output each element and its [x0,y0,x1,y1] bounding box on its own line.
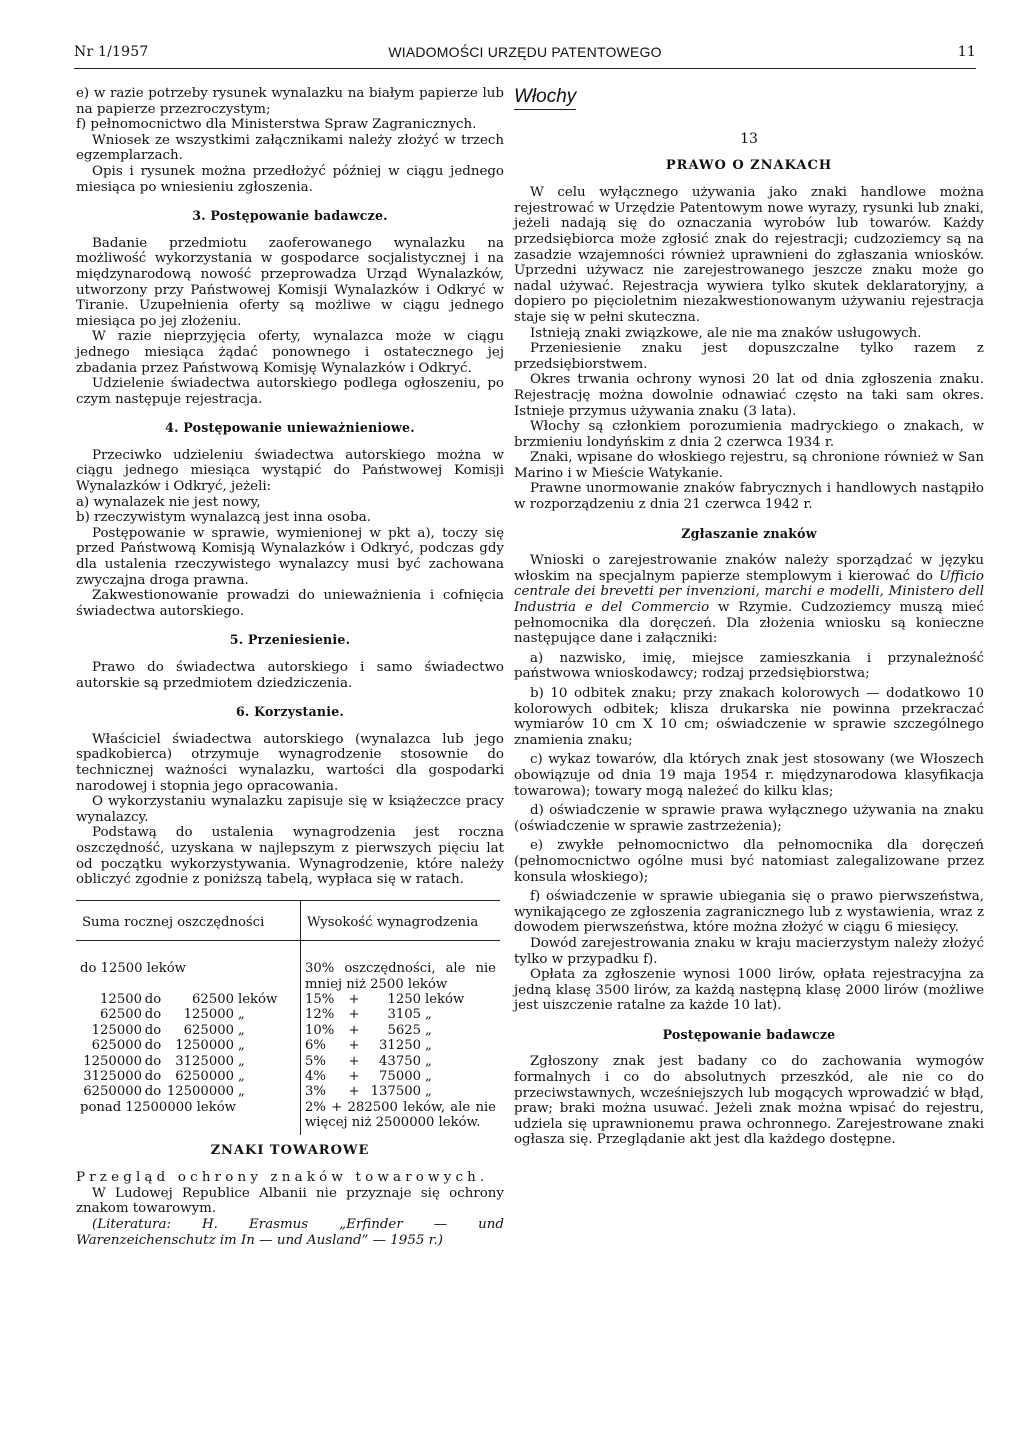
unit: „ [238,1068,245,1084]
section-heading: 6. Korzystanie. [235,704,345,720]
table-cell: ponad 12500000 leków [76,1100,301,1135]
range-to: 12500000 [166,1084,234,1100]
paragraph: Opis i rysunek można przedłożyć później w ciągu jednego miesiąca po wniesieniu zgłoszenia. [76,163,504,195]
remuneration-table [76,900,500,1135]
unit: „ [238,1053,245,1069]
paragraph: Opłata za zgłoszenie wynosi 1000 lirów, opłata rejestracyjna za jedną klasę 3500 lirów, za każdą następną klasę 2000 lirów (możliwe jest uiszczenie ratalne za każde 10 lat). [514,967,984,1014]
range-sep: do [144,1068,162,1084]
plus-sign: + [348,1007,360,1023]
range-to: 62500 [192,991,234,1007]
percent: 6% [305,1038,326,1054]
percent: 15% [305,991,335,1007]
range-sep: do [144,1007,162,1023]
list-item: a) nazwisko, imię, miejsce zamieszkania i przynależność państwowa wnioskodawcy; rodzaj przedsiębiorstwa; [514,650,984,682]
list-item: c) wykaz towarów, dla których znak jest stosowany (we Włoszech obowiązuje od dnia 19 maja 1954 r. międzynarodowa klasyfikacja towarowa); towary mogą należeć do kilku klas; [514,752,984,799]
range-sep: do [144,1084,162,1100]
list-item: b) rzeczywistym wynalazcą jest inna osoba. [76,510,371,526]
paragraph: Zakwestionowanie prowadzi do unieważnienia i cofnięcia świadectwa autorskiego. [76,588,504,619]
amount: 3105 [387,1007,421,1023]
section-heading: Zgłaszanie znaków [681,525,817,541]
paragraph: Badanie przedmiotu zaoferowanego wynalazku na możliwość wykorzystania w gospodarce socjalistycznej i na międzynarodową nowość przeprowadza Urząd Wynalazków, utworzony przy Państwowej Komisji Wynalazków i Odkryć w Tiranie. Uzupełnienia oferty są możliwe w ciągu jednego miesiąca po jej złożeniu. [76,235,504,329]
paragraph: Właściciel świadectwa autorskiego (wynalazca lub jego spadkobierca) otrzymuje wynagrodzenie stosownie do technicznej ważności wynalazku, wartości dla gospodarki narodowej i stopnia jego opracowania. [76,731,504,794]
range-to: 6250000 [175,1068,234,1084]
list-item: f) oświadczenie w sprawie ubiegania się o prawo pierwszeństwa, wynikającego ze zgłoszenia zagranicznego lub z wystawienia, wraz z dowodem pierwszeństwa, które można złożyć w ciągu 6 miesięcy. [514,889,984,936]
unit: „ [238,1038,245,1054]
paragraph [514,553,984,647]
table-row [76,1100,500,1135]
percent: 4% [305,1068,326,1084]
range-sep: do [144,1038,162,1054]
header-rule [74,68,976,69]
unit: „ [238,1084,245,1100]
section-heading: 5. Przeniesienie. [229,632,351,648]
paragraph: Znaki, wpisane do włoskiego rejestru, są chronione również w San Marino i w Mieście Watykanie. [514,450,984,481]
entry-number: 13 [740,131,758,147]
paragraph: f) pełnomocnictwo dla Ministerstwa Spraw Zagranicznych. [76,117,477,133]
unit: „ [425,1038,432,1054]
paragraph: Istnieją znaki związkowe, ale nie ma znaków usługowych. [530,325,922,341]
plus-sign: + [348,1038,360,1054]
section-title: ZNAKI TOWAROWE [210,1142,370,1158]
range-from: 6250000 [83,1084,142,1100]
amount: 1250 [387,991,421,1007]
range-to: 1250000 [175,1038,234,1054]
unit: „ [425,1053,432,1069]
paragraph: Udzielenie świadectwa autorskiego podlega ogłoszeniu, po czym następuje rejestracja. [76,376,504,407]
unit: leków [425,991,465,1007]
paragraph: W celu wyłącznego używania jako znaki handlowe można rejestrować w Urzędzie Patentowym nowe wyrazy, rysunki lub znaki, jeżeli nadają się do oznaczania wyrobów lub towarów. Każdy przedsiębiorca może zgłosić znak do rejestracji; cudzoziemcy są na zasadzie wzajemności również uprawnieni do zgłaszania wniosków. Uprzedni używacz nie zarejestrowanego jeszcze znaku może go nadal używać. Rejestracja wywiera tylko skutek deklaratoryjny, a dopiero po pięcioletnim niezakwestionowanym używaniu rejestracja staje się w pełni skuteczna. [514,185,984,325]
plus-sign: + [348,1068,360,1084]
table-row [76,992,500,1007]
literature-note: (Literatura: H. Erasmus „Erfinder — und Warenzeichenschutz im In — und Ausland” — 1955 r.) [76,1216,504,1248]
section-heading: Postępowanie badawcze [662,1026,836,1042]
page-number: 11 [957,44,976,60]
table-row [76,1069,500,1084]
unit: „ [425,1022,432,1038]
amount: 43750 [379,1053,421,1069]
range-from: 62500 [100,1007,142,1023]
text-run: w Rzymie. Cudzoziemcy muszą mieć pełnomocnika dla doręczeń. Dla złożenia wniosku są konieczne następujące dane i załączniki: [514,600,984,647]
subheading-spaced: Przegląd ochrony znaków towarowych. [76,1170,489,1186]
right-column [514,86,984,1148]
amount: 31250 [379,1038,421,1054]
table-cell: do 12500 leków [76,941,301,992]
issue-number: Nr 1/1957 [74,44,149,60]
table-row [76,1038,500,1053]
amount: 5625 [387,1022,421,1038]
percent: 3% [305,1084,326,1100]
paragraph: W Ludowej Republice Albanii nie przyznaje się ochrony znakom towarowym. [76,1185,504,1217]
paragraph: Dowód zarejestrowania znaku w kraju macierzystym należy złożyć tylko w przypadku f). [514,935,984,967]
table-header-remuneration: Wysokość wynagrodzenia [301,900,501,940]
list-item: d) oświadczenie w sprawie prawa wyłącznego używania na znaku (oświadczenie w sprawie zastrzeżenia); [514,803,984,834]
paragraph: Przeniesienie znaku jest dopuszczalne tylko razem z przedsiębiorstwem. [514,341,984,372]
paragraph: Zgłoszony znak jest badany co do zachowania wymogów formalnych i co do absolutnych przeszkód, ale nie co do przeciwstawnych, wcześniejszych lub mogących wprowadzić w błąd, praw; braki można usuwać. Jeżeli znak można wpisać do rejestru, udziela się uprawnionemu prawa ochronnego. Zarejestrowane znaki ogłasza się. Przeglądanie akt jest dla każdego dostępne. [514,1054,984,1148]
table-row [76,1054,500,1069]
section-heading: 4. Postępowanie unieważnieniowe. [165,420,415,436]
table-row [76,941,500,992]
list-item: b) 10 odbitek znaku; przy znakach kolorowych — dodatkowo 10 kolorowych odbitek; klisza drukarska nie powinna przekraczać wymiarów 10 cm X 10 cm; oświadczenie w sprawie szczególnego znamienia znaku; [514,686,984,748]
percent: 5% [305,1053,326,1069]
plus-sign: + [348,1084,360,1100]
page-header [74,44,976,70]
paragraph: Okres trwania ochrony wynosi 20 lat od dnia zgłoszenia znaku. Rejestrację można dowolnie odnawiać często na taki sam okres. Istnieje przymus używania znaku (3 lata). [514,372,984,419]
section-heading: 3. Postępowanie badawcze. [192,208,388,224]
paragraph: Prawne unormowanie znaków fabrycznych i handlowych nastąpiło w rozporządzeniu z dnia 21 czerwca 1942 r. [514,481,984,513]
table-cell: 2% + 282500 leków, ale nie więcej niż 2500000 leków. [305,1099,496,1131]
plus-sign: + [348,1022,360,1038]
amount: 75000 [379,1068,421,1084]
table-row [76,1084,500,1099]
percent: 10% [305,1022,335,1038]
unit: „ [425,1084,432,1100]
range-from: 625000 [91,1038,142,1054]
country-title: Włochy [514,86,576,110]
unit: leków [238,991,278,1007]
law-title: PRAWO O ZNAKACH [665,157,833,173]
table-row [76,1023,500,1038]
unit: „ [425,1068,432,1084]
list-item: e) zwykłe pełnomocnictwo dla pełnomocnika dla doręczeń (pełnomocnictwo ogólne musi być natomiast zalegalizowane przez konsula włoskiego); [514,838,984,885]
range-sep: do [144,1022,162,1038]
range-from: 12500 [100,991,142,1007]
journal-title: WIADOMOŚCI URZĘDU PATENTOWEGO [388,44,662,60]
unit: „ [425,1007,432,1023]
table-row [76,1007,500,1022]
range-to: 125000 [183,1007,234,1023]
amount: 137500 [370,1084,421,1100]
range-from: 1250000 [83,1053,142,1069]
paragraph: Wniosek ze wszystkimi załącznikami należy złożyć w trzech egzemplarzach. [76,132,504,164]
range-sep: do [144,991,162,1007]
paragraph: Podstawą do ustalenia wynagrodzenia jest roczna oszczędność, uzyskana w najlepszym z pierwszych pięciu lat od początku wykorzystywania. Wynagrodzenie, które należy obliczyć zgodnie z poniższą tabelą, wypłaca się w ratach. [76,825,504,888]
paragraph: Prawo do świadectwa autorskiego i samo świadectwo autorskie są przedmiotem dziedziczenia. [76,660,504,691]
unit: „ [238,1022,245,1038]
text-run: Wnioski o zarejestrowanie znaków należy sporządzać w języku włoskim na specjalnym papierze stemplowym i kierować do [514,553,984,584]
office-name: Ufficio centrale dei brevetti per invenzioni, marchi e modelli, Ministero dell Industria e del Commercio [514,568,984,616]
range-from: 3125000 [83,1068,142,1084]
paragraph: Przeciwko udzieleniu świadectwa autorskiego można w ciągu jednego miesiąca wystąpić do Państwowej Komisji Wynalazków i Odkryć, jeżeli: [76,447,504,495]
list-item: a) wynalazek nie jest nowy, [76,494,261,510]
paragraph: W razie nieprzyjęcia oferty, wynalazca może w ciągu jednego miesiąca żądać ponownego i ostatecznego jej zbadania przez Państwową Komisję Wynalazków i Odkryć. [76,329,504,376]
left-column [76,86,504,1248]
range-to: 625000 [183,1022,234,1038]
range-to: 3125000 [175,1053,234,1069]
plus-sign: + [348,991,360,1007]
table-cell: 30% oszczędności, ale nie mniej niż 2500 leków [305,961,496,992]
paragraph: Postępowanie w sprawie, wymienionej w pkt a), toczy się przed Państwową Komisją Wynalazków i Odkryć, podczas gdy dla ustalenia rzeczywistego wynalazcy musi być zachowana zwyczajna droga prawna. [76,525,504,588]
range-from: 125000 [91,1022,142,1038]
paragraph: O wykorzystaniu wynalazku zapisuje się w książeczce pracy wynalazcy. [76,794,504,825]
range-sep: do [144,1053,162,1069]
paragraph: e) w razie potrzeby rysunek wynalazku na białym papierze lub na papierze przezroczystym; [76,86,504,117]
plus-sign: + [348,1053,360,1069]
percent: 12% [305,1007,335,1023]
unit: „ [238,1007,245,1023]
paragraph: Włochy są członkiem porozumienia madryckiego o znakach, w brzmieniu londyńskim z dnia 2 czerwca 1934 r. [514,419,984,450]
table-header-savings: Suma rocznej oszczędności [76,900,301,940]
